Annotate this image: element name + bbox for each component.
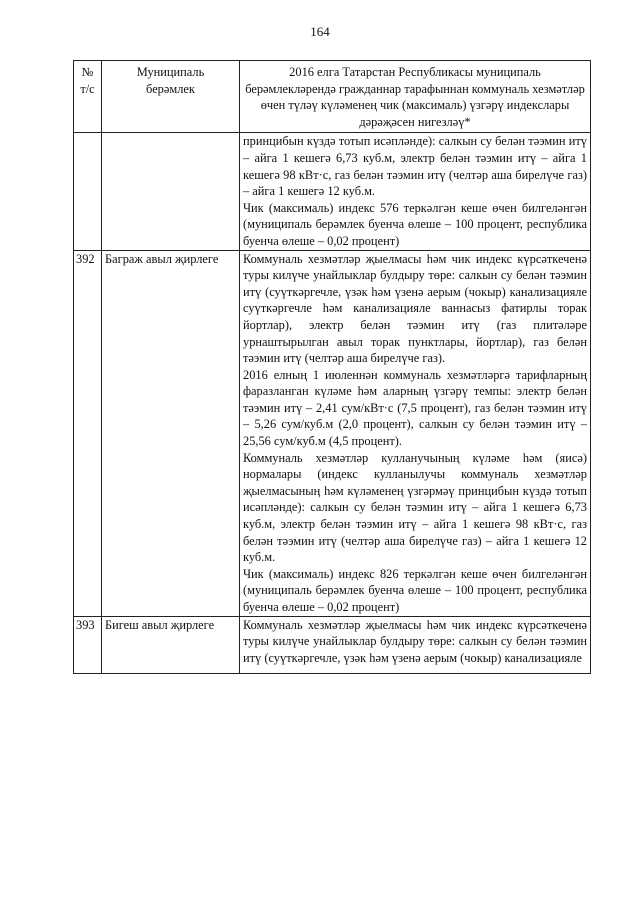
row-paragraph: Коммуналь хезмәтләр кулланучының күләме һәм (яисә) нормалары (индекс кулланылучы коммуналь хезмәтләр җыелмасының һәм күләменең үзгәрмәү принцибын күздә тотып исәпләнде): салкын су белән тәэмин итү – айга 1 кешегә 6,73 куб.м, электр белән тәэмин итү – айга 1 кешегә 98 кВт·с, газ белән тәэмин итү (челтәр аша бирелүче газ) – айга 1 кешегә 12 куб.м. (243, 450, 587, 565)
row-paragraph: Чик (максималь) индекс 826 теркәлгән кеше өчен билгеләнгән (муниципаль берәмлек буенча өлеше – 100 процент, республика буенча өлеше – 0,02 процент) (243, 566, 587, 614)
table-row (74, 133, 591, 250)
row-municipality: Баграж авыл җирлеге (102, 250, 240, 616)
row-description (240, 250, 591, 616)
row-description (240, 616, 591, 673)
row-paragraph: Чик (максималь) индекс 576 теркәлгән кеше өчен билгеләнгән (муниципаль берәмлек буенча өлеше – 100 процент, республика буенча өлеше – 0,02 процент) (243, 200, 587, 248)
row-municipality: Бигеш авыл җирлеге (102, 616, 240, 673)
row-description (240, 133, 591, 250)
row-paragraph: принцибын күздә тотып исәпләнде): салкын су белән тәэмин итү – айга 1 кешегә 6,73 куб.м, электр белән тәэмин итү – айга 1 кешегә 98 кВт·с, газ белән тәэмин итү (челтәр аша бирелүче газ) – айга 1 кешегә 12 куб.м. (243, 134, 587, 199)
row-paragraph: Коммуналь хезмәтләр җыелмасы һәм чик индекс күрсәткеченә туры килүче унайлыклар булдыру төре: салкын су белән тәэмин итү (суүткәргечле, үзәк һәм үзенә аерым (чокыр) канализацияле суүткәргечле һәм канализацияле ваннасыз фатирлы торак йортлар), электр белән тәэмин итү (газ плитәләре урнаштырылган авыл торак пунктлары, йортлар), газ белән тәэмин итү (челтәр аша бирелүче газ). (243, 251, 587, 366)
row-paragraph: Коммуналь хезмәтләр җыелмасы һәм чик индекс күрсәткеченә туры килүче унайлыклар булдыру төре: салкын су белән тәэмин итү (суүткәргечле, үзәк һәм үзенә аерым (чокыр) канализацияле (243, 617, 587, 665)
table-row (74, 616, 591, 673)
index-table (73, 60, 591, 674)
page-number: 164 (310, 24, 330, 39)
table-header-row (74, 61, 591, 133)
row-paragraph: 2016 елның 1 июленнән коммуналь хезмәтләргә тарифларның фаразланган күләме һәм аларның үзгәрү темпы: электр белән тәэмин итү – 2,41 сум/кВт·с (7,5 процент), газ белән тәэмин итү – 5,26 сум/куб.м (2,0 процент), салкын су белән тәэмин итү – 25,56 сум/куб.м (4,5 процент). (243, 367, 587, 449)
header-municipality: Муниципаль берәмлек (102, 61, 240, 133)
header-description: 2016 елга Татарстан Республикасы муниципаль берәмлекләрендә гражданнар тарафыннан коммуналь хезмәтләр өчен түләү күләменең чик (максималь) үзгәрү индекслары дәрәҗәсен нигезләү* (240, 61, 591, 133)
row-number (74, 133, 102, 250)
row-number: 392 (74, 250, 102, 616)
header-number: № т/с (74, 61, 102, 133)
row-number: 393 (74, 616, 102, 673)
row-municipality (102, 133, 240, 250)
table-row (74, 250, 591, 616)
